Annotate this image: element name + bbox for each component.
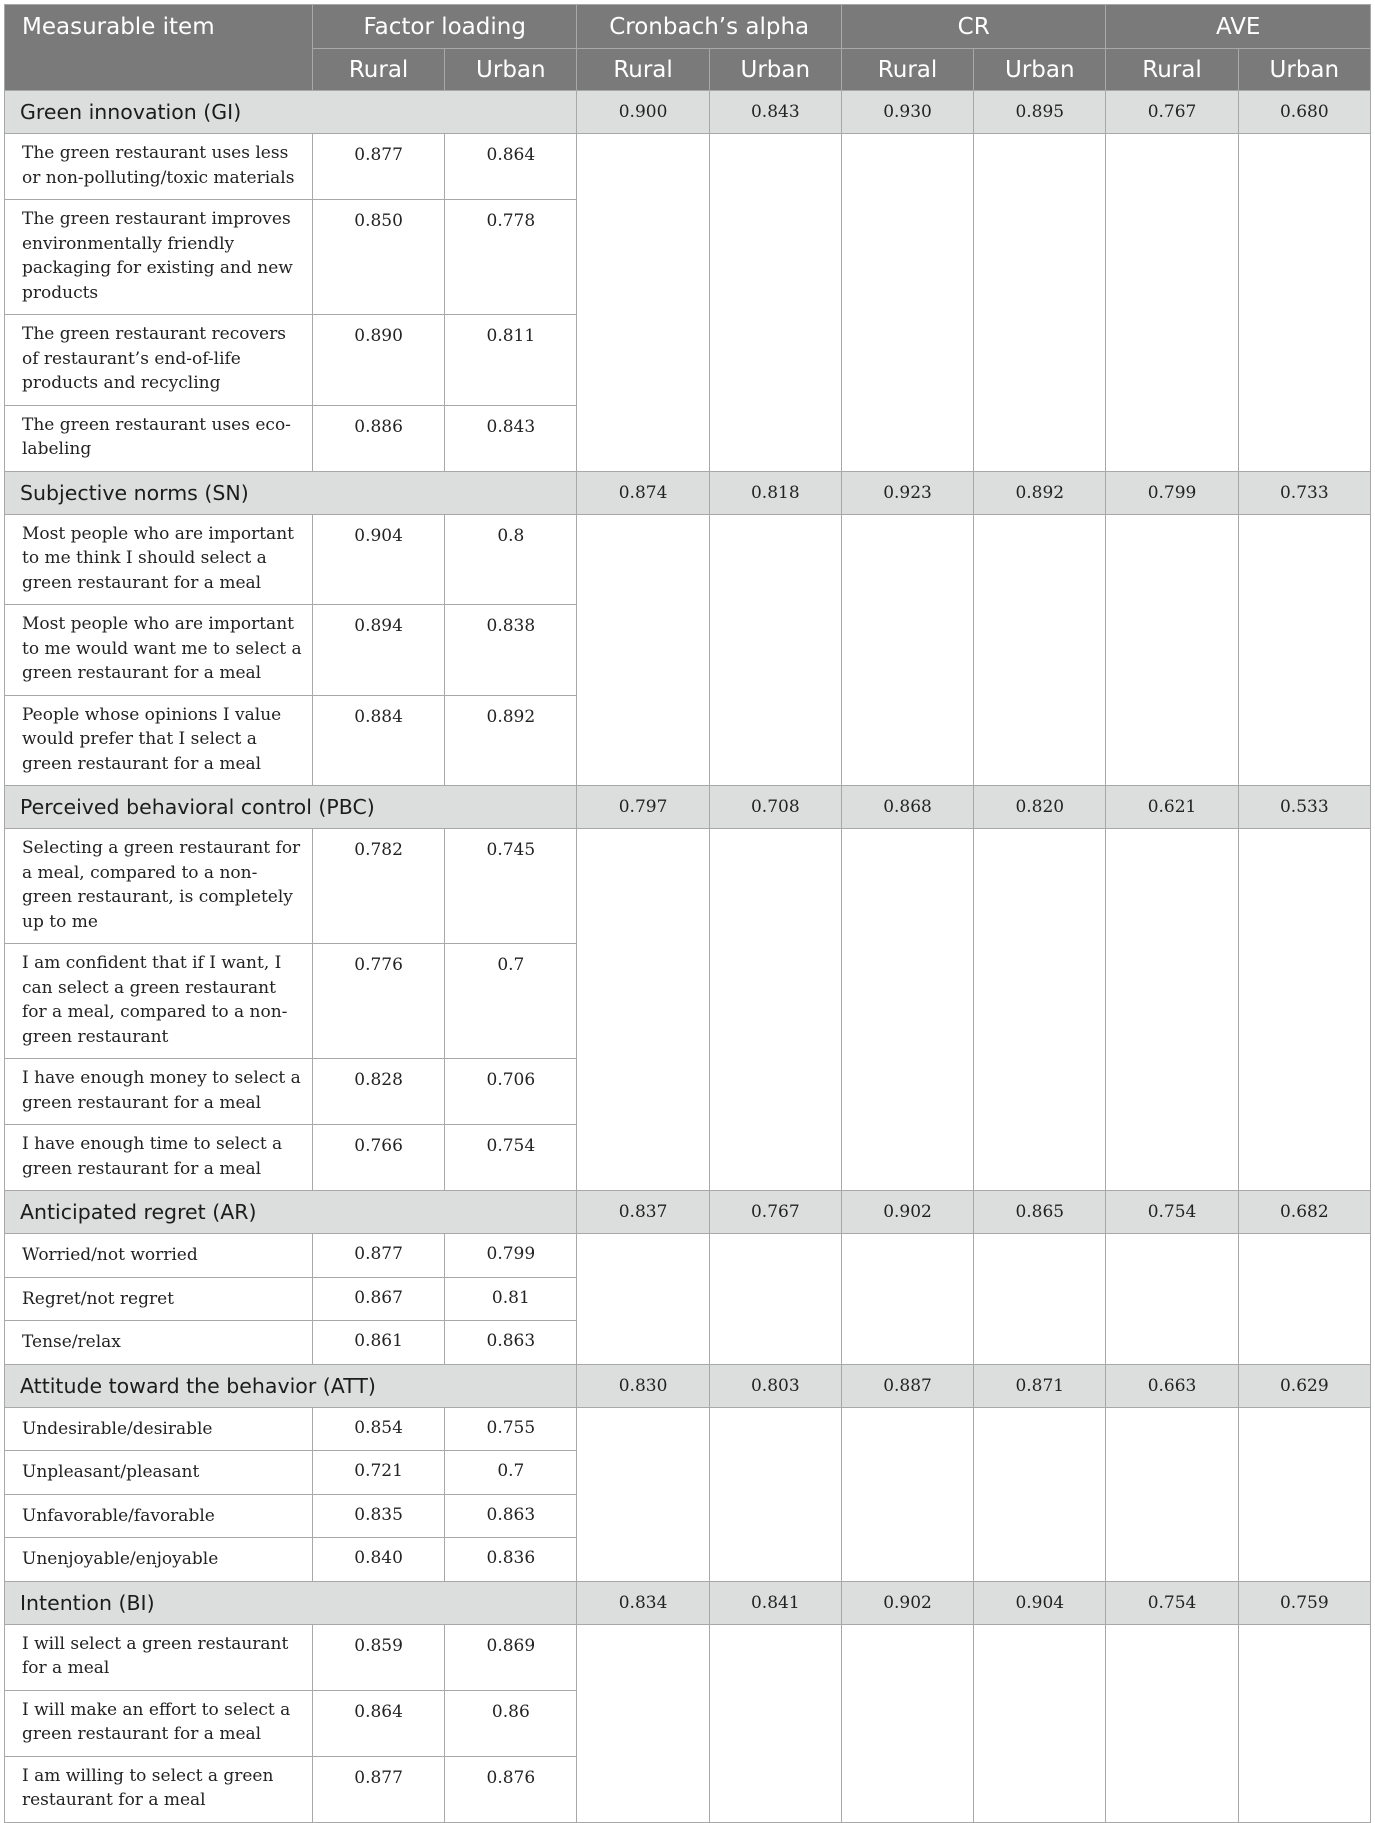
empty-cell (1106, 1234, 1238, 1365)
loading-rural: 0.864 (312, 1690, 444, 1756)
loading-urban: 0.876 (445, 1756, 577, 1822)
loading-urban: 0.745 (445, 829, 577, 944)
stat-ave-urban: 0.533 (1238, 786, 1370, 829)
empty-cell (1238, 1407, 1370, 1581)
stat-ave-rural: 0.621 (1106, 786, 1238, 829)
loading-rural: 0.859 (312, 1624, 444, 1690)
loading-urban: 0.863 (445, 1494, 577, 1538)
measurable-item-text: Unfavorable/favorable (5, 1494, 313, 1538)
measurable-item-text: Unenjoyable/enjoyable (5, 1538, 313, 1582)
header-loading-urban: Urban (445, 49, 577, 91)
measurable-item-text: Unpleasant/pleasant (5, 1451, 313, 1495)
empty-cell (1238, 1624, 1370, 1822)
loading-urban: 0.892 (445, 695, 577, 786)
table-row (5, 1234, 1371, 1278)
measurable-item-text: Regret/not regret (5, 1277, 313, 1321)
empty-cell (1238, 134, 1370, 472)
loading-urban: 0.838 (445, 605, 577, 696)
measurable-item-text: Tense/relax (5, 1321, 313, 1365)
header-loading-rural: Rural (312, 49, 444, 91)
stat-alpha-rural: 0.830 (577, 1364, 709, 1407)
empty-cell (709, 829, 841, 1191)
empty-cell (577, 1624, 709, 1822)
stat-alpha-rural: 0.837 (577, 1191, 709, 1234)
section-row (5, 1364, 1371, 1407)
loading-rural: 0.840 (312, 1538, 444, 1582)
stat-cr-urban: 0.865 (974, 1191, 1106, 1234)
section-row (5, 1581, 1371, 1624)
stat-cr-urban: 0.904 (974, 1581, 1106, 1624)
stat-cr-rural: 0.887 (841, 1364, 973, 1407)
table-body (5, 91, 1371, 1823)
measurable-item-text: The green restaurant improves environmentally friendly packaging for existing and new products (5, 200, 313, 315)
section-title: Intention (BI) (5, 1581, 577, 1624)
empty-cell (577, 134, 709, 472)
stat-cr-rural: 0.902 (841, 1581, 973, 1624)
stat-cr-rural: 0.902 (841, 1191, 973, 1234)
section-title: Anticipated regret (AR) (5, 1191, 577, 1234)
measurable-item-text: The green restaurant uses eco-labeling (5, 405, 313, 471)
loading-urban: 0.864 (445, 134, 577, 200)
stat-cr-urban: 0.871 (974, 1364, 1106, 1407)
loading-rural: 0.850 (312, 200, 444, 315)
stat-ave-urban: 0.682 (1238, 1191, 1370, 1234)
empty-cell (841, 1234, 973, 1365)
header-alpha-rural: Rural (577, 49, 709, 91)
section-row (5, 786, 1371, 829)
reliability-validity-table (4, 4, 1371, 1823)
section-title: Attitude toward the behavior (ATT) (5, 1364, 577, 1407)
loading-rural: 0.904 (312, 514, 444, 605)
header-measurable-item: Measurable item (5, 5, 313, 91)
measurable-item-text: Worried/not worried (5, 1234, 313, 1278)
empty-cell (577, 1407, 709, 1581)
empty-cell (1238, 1234, 1370, 1365)
empty-cell (974, 1234, 1106, 1365)
stat-ave-urban: 0.629 (1238, 1364, 1370, 1407)
loading-rural: 0.861 (312, 1321, 444, 1365)
loading-rural: 0.894 (312, 605, 444, 696)
measurable-item-text: Undesirable/desirable (5, 1407, 313, 1451)
empty-cell (709, 1624, 841, 1822)
table-row (5, 134, 1371, 200)
empty-cell (577, 1234, 709, 1365)
empty-cell (1238, 829, 1370, 1191)
loading-urban: 0.811 (445, 315, 577, 406)
loading-rural: 0.890 (312, 315, 444, 406)
stat-alpha-urban: 0.767 (709, 1191, 841, 1234)
empty-cell (974, 134, 1106, 472)
empty-cell (1106, 134, 1238, 472)
measurable-item-text: I have enough money to select a green restaurant for a meal (5, 1059, 313, 1125)
stat-alpha-urban: 0.843 (709, 91, 841, 134)
empty-cell (709, 134, 841, 472)
measurable-item-text: Most people who are important to me think I should select a green restaurant for a meal (5, 514, 313, 605)
loading-rural: 0.828 (312, 1059, 444, 1125)
reliability-table-container (4, 4, 1371, 1823)
loading-rural: 0.721 (312, 1451, 444, 1495)
section-title: Subjective norms (SN) (5, 471, 577, 514)
loading-rural: 0.877 (312, 1234, 444, 1278)
empty-cell (1106, 1624, 1238, 1822)
stat-cr-urban: 0.892 (974, 471, 1106, 514)
measurable-item-text: The green restaurant uses less or non-polluting/toxic materials (5, 134, 313, 200)
section-title: Green innovation (GI) (5, 91, 577, 134)
empty-cell (841, 514, 973, 786)
stat-cr-rural: 0.868 (841, 786, 973, 829)
section-title: Perceived behavioral control (PBC) (5, 786, 577, 829)
loading-urban: 0.81 (445, 1277, 577, 1321)
empty-cell (1106, 514, 1238, 786)
header-alpha-urban: Urban (709, 49, 841, 91)
stat-alpha-rural: 0.874 (577, 471, 709, 514)
empty-cell (974, 829, 1106, 1191)
empty-cell (841, 829, 973, 1191)
header-cronbach-alpha: Cronbach’s alpha (577, 5, 841, 49)
stat-alpha-rural: 0.797 (577, 786, 709, 829)
stat-ave-urban: 0.759 (1238, 1581, 1370, 1624)
empty-cell (974, 1407, 1106, 1581)
loading-urban: 0.836 (445, 1538, 577, 1582)
loading-rural: 0.886 (312, 405, 444, 471)
header-factor-loading: Factor loading (312, 5, 576, 49)
measurable-item-text: Most people who are important to me would want me to select a green restaurant for a meal (5, 605, 313, 696)
stat-ave-rural: 0.754 (1106, 1581, 1238, 1624)
header-cr-urban: Urban (974, 49, 1106, 91)
stat-cr-urban: 0.820 (974, 786, 1106, 829)
measurable-item-text: I am willing to select a green restaurant for a meal (5, 1756, 313, 1822)
loading-rural: 0.782 (312, 829, 444, 944)
empty-cell (1238, 514, 1370, 786)
stat-cr-urban: 0.895 (974, 91, 1106, 134)
loading-urban: 0.863 (445, 1321, 577, 1365)
header-cr-rural: Rural (841, 49, 973, 91)
empty-cell (709, 1407, 841, 1581)
loading-rural: 0.877 (312, 134, 444, 200)
loading-urban: 0.7 (445, 944, 577, 1059)
empty-cell (841, 1624, 973, 1822)
table-row (5, 1407, 1371, 1451)
empty-cell (841, 134, 973, 472)
empty-cell (1106, 829, 1238, 1191)
table-row (5, 514, 1371, 605)
loading-rural: 0.867 (312, 1277, 444, 1321)
loading-urban: 0.86 (445, 1690, 577, 1756)
stat-ave-rural: 0.767 (1106, 91, 1238, 134)
measurable-item-text: I will make an effort to select a green restaurant for a meal (5, 1690, 313, 1756)
header-ave-urban: Urban (1238, 49, 1370, 91)
stat-alpha-urban: 0.803 (709, 1364, 841, 1407)
measurable-item-text: The green restaurant recovers of restaurant’s end-of-life products and recycling (5, 315, 313, 406)
loading-urban: 0.799 (445, 1234, 577, 1278)
empty-cell (1106, 1407, 1238, 1581)
stat-cr-rural: 0.923 (841, 471, 973, 514)
table-row (5, 1624, 1371, 1690)
loading-urban: 0.754 (445, 1125, 577, 1191)
stat-ave-urban: 0.733 (1238, 471, 1370, 514)
empty-cell (577, 514, 709, 786)
stat-alpha-urban: 0.818 (709, 471, 841, 514)
loading-rural: 0.877 (312, 1756, 444, 1822)
stat-ave-urban: 0.680 (1238, 91, 1370, 134)
loading-rural: 0.854 (312, 1407, 444, 1451)
measurable-item-text: I will select a green restaurant for a meal (5, 1624, 313, 1690)
empty-cell (974, 1624, 1106, 1822)
empty-cell (709, 514, 841, 786)
section-row (5, 91, 1371, 134)
loading-urban: 0.755 (445, 1407, 577, 1451)
section-row (5, 1191, 1371, 1234)
stat-alpha-rural: 0.834 (577, 1581, 709, 1624)
section-row (5, 471, 1371, 514)
loading-urban: 0.843 (445, 405, 577, 471)
loading-rural: 0.766 (312, 1125, 444, 1191)
empty-cell (709, 1234, 841, 1365)
loading-urban: 0.869 (445, 1624, 577, 1690)
loading-urban: 0.8 (445, 514, 577, 605)
header-ave: AVE (1106, 5, 1371, 49)
empty-cell (577, 829, 709, 1191)
measurable-item-text: People whose opinions I value would prefer that I select a green restaurant for a meal (5, 695, 313, 786)
stat-alpha-urban: 0.708 (709, 786, 841, 829)
stat-alpha-rural: 0.900 (577, 91, 709, 134)
stat-ave-rural: 0.663 (1106, 1364, 1238, 1407)
loading-rural: 0.884 (312, 695, 444, 786)
measurable-item-text: I have enough time to select a green restaurant for a meal (5, 1125, 313, 1191)
measurable-item-text: I am confident that if I want, I can select a green restaurant for a meal, compared to a non-green restaurant (5, 944, 313, 1059)
loading-urban: 0.706 (445, 1059, 577, 1125)
loading-urban: 0.7 (445, 1451, 577, 1495)
measurable-item-text: Selecting a green restaurant for a meal, compared to a non-green restaurant, is completely up to me (5, 829, 313, 944)
table-header (5, 5, 1371, 91)
stat-ave-rural: 0.754 (1106, 1191, 1238, 1234)
stat-ave-rural: 0.799 (1106, 471, 1238, 514)
empty-cell (841, 1407, 973, 1581)
loading-rural: 0.835 (312, 1494, 444, 1538)
loading-urban: 0.778 (445, 200, 577, 315)
loading-rural: 0.776 (312, 944, 444, 1059)
empty-cell (974, 514, 1106, 786)
stat-cr-rural: 0.930 (841, 91, 973, 134)
header-cr: CR (841, 5, 1105, 49)
stat-alpha-urban: 0.841 (709, 1581, 841, 1624)
table-row (5, 829, 1371, 944)
header-ave-rural: Rural (1106, 49, 1238, 91)
